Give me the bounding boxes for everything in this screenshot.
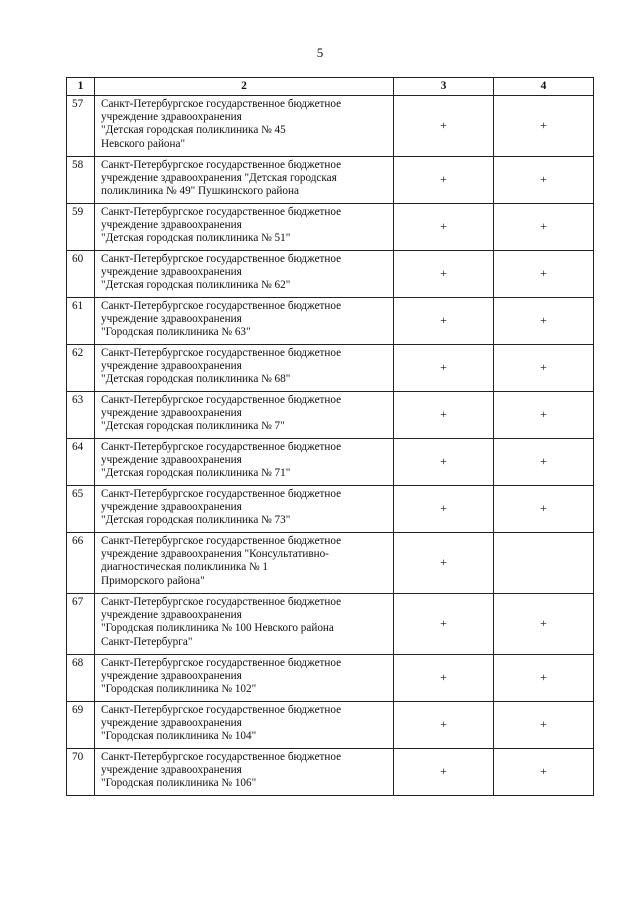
institution-name-line: Санкт-Петербургское государственное бюджетное (101, 253, 342, 265)
institution-name-line: "Городская поликлиника № 106" (101, 777, 257, 790)
col3-mark: + (394, 486, 494, 533)
institution-name-line: учреждение здравоохранения (101, 717, 242, 730)
institution-name-line: учреждение здравоохранения (101, 360, 242, 373)
col3-mark: + (394, 749, 494, 796)
institution-name-line: Санкт-Петербургское государственное бюджетное (101, 535, 342, 547)
table-row (67, 392, 594, 439)
table-row (67, 486, 594, 533)
institution-name-line: учреждение здравоохранения "Консультативно- (101, 548, 329, 561)
institution-name (95, 204, 394, 251)
institution-name-line: Приморского района" (101, 574, 205, 587)
col3-mark: + (394, 533, 494, 594)
col4-mark: + (494, 439, 594, 486)
col3-mark: + (394, 204, 494, 251)
institution-name-line: учреждение здравоохранения (101, 219, 242, 232)
col3-mark: + (394, 594, 494, 655)
table-row (67, 749, 594, 796)
col4-mark: + (494, 204, 594, 251)
col4-mark: + (494, 298, 594, 345)
institution-name-line: Санкт-Петербургское государственное бюджетное (101, 704, 342, 716)
row-number: 66 (67, 533, 95, 594)
institution-name-line: учреждение здравоохранения (101, 764, 242, 777)
table-row (67, 655, 594, 702)
institution-name-line: Санкт-Петербургское государственное бюджетное (101, 347, 342, 359)
institution-name-line: диагностическая поликлиника № 1 (101, 561, 269, 574)
col4-mark: + (494, 157, 594, 204)
col4-mark: + (494, 96, 594, 157)
institution-name (95, 345, 394, 392)
col3-mark: + (394, 345, 494, 392)
row-number: 68 (67, 655, 95, 702)
header-row (67, 78, 594, 96)
row-number: 60 (67, 251, 95, 298)
institution-name-line: "Детская городская поликлиника № 62" (101, 279, 291, 292)
header-col-4: 4 (494, 78, 594, 96)
col4-mark (494, 533, 594, 594)
institution-name-line: учреждение здравоохранения (101, 609, 242, 622)
institution-name (95, 251, 394, 298)
table-row (67, 702, 594, 749)
institution-name (95, 655, 394, 702)
col3-mark: + (394, 439, 494, 486)
institution-name-line: Санкт-Петербургское государственное бюджетное (101, 300, 342, 312)
table-row (67, 594, 594, 655)
institution-name-line: Невского района" (101, 137, 186, 150)
row-number: 62 (67, 345, 95, 392)
row-number: 65 (67, 486, 95, 533)
col3-mark: + (394, 157, 494, 204)
col3-mark: + (394, 655, 494, 702)
table-row (67, 204, 594, 251)
col3-mark: + (394, 702, 494, 749)
institution-name (95, 594, 394, 655)
institution-name-line: учреждение здравоохранения (101, 670, 242, 683)
col3-mark: + (394, 251, 494, 298)
col4-mark: + (494, 594, 594, 655)
row-number: 67 (67, 594, 95, 655)
row-number: 59 (67, 204, 95, 251)
table-row (67, 251, 594, 298)
institution-name-line: "Городская поликлиника № 102" (101, 683, 257, 696)
row-number: 61 (67, 298, 95, 345)
institution-name (95, 533, 394, 594)
institution-name-line: учреждение здравоохранения (101, 407, 242, 420)
col4-mark: + (494, 392, 594, 439)
institution-name-line: "Детская городская поликлиника № 51" (101, 232, 291, 245)
institution-name-line: "Детская городская поликлиника № 68" (101, 373, 291, 386)
institution-name-line: Санкт-Петербургское государственное бюджетное (101, 159, 342, 171)
institution-name (95, 702, 394, 749)
institution-name-line: "Детская городская поликлиника № 45 (101, 124, 286, 137)
table-row (67, 533, 594, 594)
col4-mark: + (494, 702, 594, 749)
table-row (67, 157, 594, 204)
institution-name-line: Санкт-Петербургское государственное бюджетное (101, 488, 342, 500)
institution-name-line: Санкт-Петербургское государственное бюджетное (101, 657, 342, 669)
institution-name-line: Санкт-Петербургское государственное бюджетное (101, 394, 342, 406)
header-col-3: 3 (394, 78, 494, 96)
row-number: 58 (67, 157, 95, 204)
institutions-table (66, 77, 594, 796)
institution-name-line: учреждение здравоохранения (101, 501, 242, 514)
institution-name-line: Санкт-Петербургское государственное бюджетное (101, 751, 342, 763)
institution-name-line: "Детская городская поликлиника № 7" (101, 420, 285, 433)
institution-name (95, 298, 394, 345)
institution-name-line: "Городская поликлиника № 100 Невского района (101, 622, 334, 635)
table-row (67, 298, 594, 345)
table-row (67, 345, 594, 392)
col4-mark: + (494, 655, 594, 702)
institution-name-line: учреждение здравоохранения "Детская городская (101, 172, 337, 185)
col4-mark: + (494, 251, 594, 298)
page-number: 5 (316, 45, 324, 60)
institution-name (95, 486, 394, 533)
header-col-1: 1 (67, 78, 95, 96)
header-col-2: 2 (95, 78, 394, 96)
row-number: 63 (67, 392, 95, 439)
institution-name-line: учреждение здравоохранения (101, 111, 242, 124)
institution-name-line: "Детская городская поликлиника № 73" (101, 514, 291, 527)
row-number: 70 (67, 749, 95, 796)
institution-name-line: "Городская поликлиника № 63" (101, 326, 251, 339)
institution-name-line: Санкт-Петербурга" (101, 635, 193, 648)
institution-name-line: Санкт-Петербургское государственное бюджетное (101, 596, 342, 608)
institution-name-line: поликлиника № 49" Пушкинского района (101, 185, 299, 198)
institution-name-line: учреждение здравоохранения (101, 266, 242, 279)
row-number: 64 (67, 439, 95, 486)
row-number: 69 (67, 702, 95, 749)
institution-name-line: "Детская городская поликлиника № 71" (101, 467, 291, 480)
institution-name (95, 392, 394, 439)
col4-mark: + (494, 486, 594, 533)
institution-name-line: "Городская поликлиника № 104" (101, 730, 257, 743)
institution-name-line: Санкт-Петербургское государственное бюджетное (101, 206, 342, 218)
col3-mark: + (394, 298, 494, 345)
institution-name (95, 96, 394, 157)
institution-name-line: Санкт-Петербургское государственное бюджетное (101, 441, 342, 453)
col4-mark: + (494, 345, 594, 392)
col3-mark: + (394, 96, 494, 157)
institution-name (95, 157, 394, 204)
institution-name-line: учреждение здравоохранения (101, 313, 242, 326)
col3-mark: + (394, 392, 494, 439)
table-row (67, 96, 594, 157)
institution-name (95, 439, 394, 486)
institution-name-line: учреждение здравоохранения (101, 454, 242, 467)
col4-mark: + (494, 749, 594, 796)
institution-name-line: Санкт-Петербургское государственное бюджетное (101, 98, 342, 110)
institution-name (95, 749, 394, 796)
row-number: 57 (67, 96, 95, 157)
table-row (67, 439, 594, 486)
